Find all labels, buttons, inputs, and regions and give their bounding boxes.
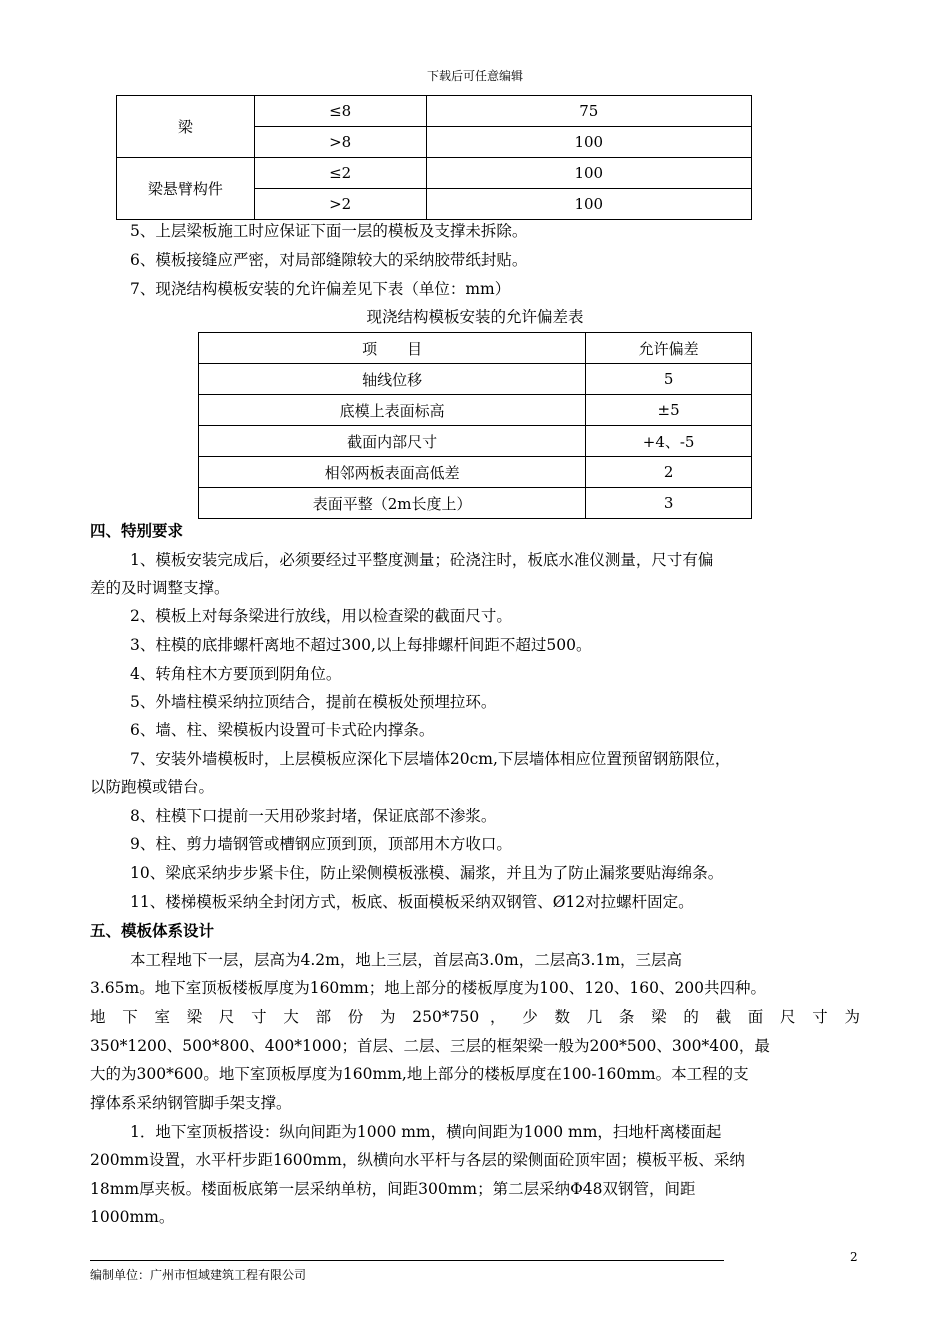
header-cell: 允许偏差 (586, 333, 752, 364)
value-cell: 100 (426, 127, 751, 158)
paragraph-line: 差的及时调整支撑。 (90, 579, 230, 597)
page-header: 下载后可任意编辑 (426, 69, 523, 83)
item-cell: 底模上表面标高 (199, 395, 586, 426)
item-cell: 相邻两板表面高低差 (199, 457, 586, 488)
list-item: 7、现浇结构模板安装的允许偏差见下表（单位：mm） (130, 280, 511, 298)
page-number: 2 (850, 1250, 858, 1264)
span-cell: ≤2 (254, 158, 426, 189)
paragraph-line: 9、柱、剪力墙钢管或槽钢应顶到顶，顶部用木方收口。 (130, 835, 512, 853)
table-row (117, 96, 752, 127)
member-cell: 梁悬臂构件 (117, 158, 255, 220)
table-row (117, 158, 752, 189)
value-cell: ±5 (586, 395, 752, 426)
value-cell: +4、-5 (586, 426, 752, 457)
paragraph-line: 5、外墙柱模采纳拉顶结合，提前在模板处预埋拉环。 (130, 693, 497, 711)
paragraph-line: 1000mm。 (90, 1208, 175, 1226)
value-cell: 75 (426, 96, 751, 127)
paragraph-line: 11、楼梯模板采纳全封闭方式，板底、板面模板采纳双钢管、Ø12对拉螺杆固定。 (130, 893, 694, 911)
list-item: 6、模板接缝应严密，对局部缝隙较大的采纳胶带纸封贴。 (130, 251, 528, 269)
paragraph-line: 8、柱模下口提前一天用砂浆封堵，保证底部不渗浆。 (130, 807, 497, 825)
value-cell: 100 (426, 158, 751, 189)
span-cell: >8 (254, 127, 426, 158)
span-cell: >2 (254, 189, 426, 220)
paragraph-line: 10、梁底采纳步步紧卡住，防止梁侧模板涨模、漏浆，并且为了防止漏浆要贴海绵条。 (130, 864, 724, 882)
paragraph-line: 撑体系采纳钢管脚手架支撑。 (90, 1094, 292, 1112)
value-cell: 5 (586, 364, 752, 395)
section-heading: 四、特别要求 (90, 522, 184, 540)
value-cell: 2 (586, 457, 752, 488)
item-cell: 轴线位移 (199, 364, 586, 395)
paragraph-line: 以防跑模或错台。 (90, 778, 215, 796)
paragraph-line: 4、转角柱木方要顶到阴角位。 (130, 665, 342, 683)
footer-divider (90, 1260, 724, 1261)
paragraph-line: 3.65m。地下室顶板楼板厚度为160mm；地上部分的楼板厚度为100、120、160、200共四种。 (90, 979, 767, 997)
value-cell: 3 (586, 488, 752, 519)
deviation-table (198, 332, 752, 519)
paragraph-line: 1．地下室顶板搭设：纵向间距为1000 mm，横向间距为1000 mm，扫地杆离楼面起 (130, 1123, 722, 1141)
span-cell: ≤8 (254, 96, 426, 127)
paragraph-line: 2、模板上对每条梁进行放线，用以检查梁的截面尺寸。 (130, 607, 512, 625)
table-row (199, 457, 752, 488)
paragraph-line: 350*1200、500*800、400*1000；首层、二层、三层的框架梁一般为200*500、300*400，最 (90, 1037, 770, 1055)
paragraph-line: 地 下 室 梁 尺 寸 大 部 份 为 250*750 ， 少 数 几 条 梁 的 截 面 尺 寸 为 (90, 1008, 860, 1026)
table-row (199, 364, 752, 395)
table-row (199, 426, 752, 457)
paragraph-line: 1、模板安装完成后，必须要经过平整度测量；砼浇注时，板底水准仪测量，尺寸有偏 (130, 551, 714, 569)
paragraph-line: 6、墙、柱、梁模板内设置可卡式砼内撑条。 (130, 721, 435, 739)
paragraph-line: 3、柱模的底排螺杆离地不超过300,以上每排螺杆间距不超过500。 (130, 636, 592, 654)
member-cell: 梁 (117, 96, 255, 158)
item-cell: 截面内部尺寸 (199, 426, 586, 457)
table-caption: 现浇结构模板安装的允许偏差表 (366, 308, 584, 326)
item-cell: 表面平整（2m长度上） (199, 488, 586, 519)
paragraph-line: 200mm设置，水平杆步距1600mm，纵横向水平杆与各层的梁侧面砼顶牢固；模板平板、采纳 (90, 1151, 745, 1169)
table-row (199, 395, 752, 426)
paragraph-line: 大的为300*600。地下室顶板厚度为160mm,地上部分的楼板厚度在100-160mm。本工程的支 (90, 1065, 749, 1083)
value-cell: 100 (426, 189, 751, 220)
paragraph-line: 本工程地下一层，层高为4.2m，地上三层，首层高3.0m，二层高3.1m，三层高 (130, 951, 683, 969)
table-row (199, 488, 752, 519)
page-footer: 编制单位：广州市恒域建筑工程有限公司 (90, 1268, 307, 1282)
table-header-row (199, 333, 752, 364)
list-item: 5、上层梁板施工时应保证下面一层的模板及支撑未拆除。 (130, 222, 528, 240)
section-heading: 五、模板体系设计 (90, 922, 215, 940)
paragraph-line: 7、安装外墙模板时，上层模板应深化下层墙体20cm,下层墙体相应位置预留钢筋限位， (130, 750, 731, 768)
spacing-table (116, 95, 752, 220)
paragraph-line: 18mm厚夹板。楼面板底第一层采纳单枋，间距300mm；第二层采纳Φ48双钢管，间距 (90, 1180, 696, 1198)
header-cell: 项 目 (199, 333, 586, 364)
